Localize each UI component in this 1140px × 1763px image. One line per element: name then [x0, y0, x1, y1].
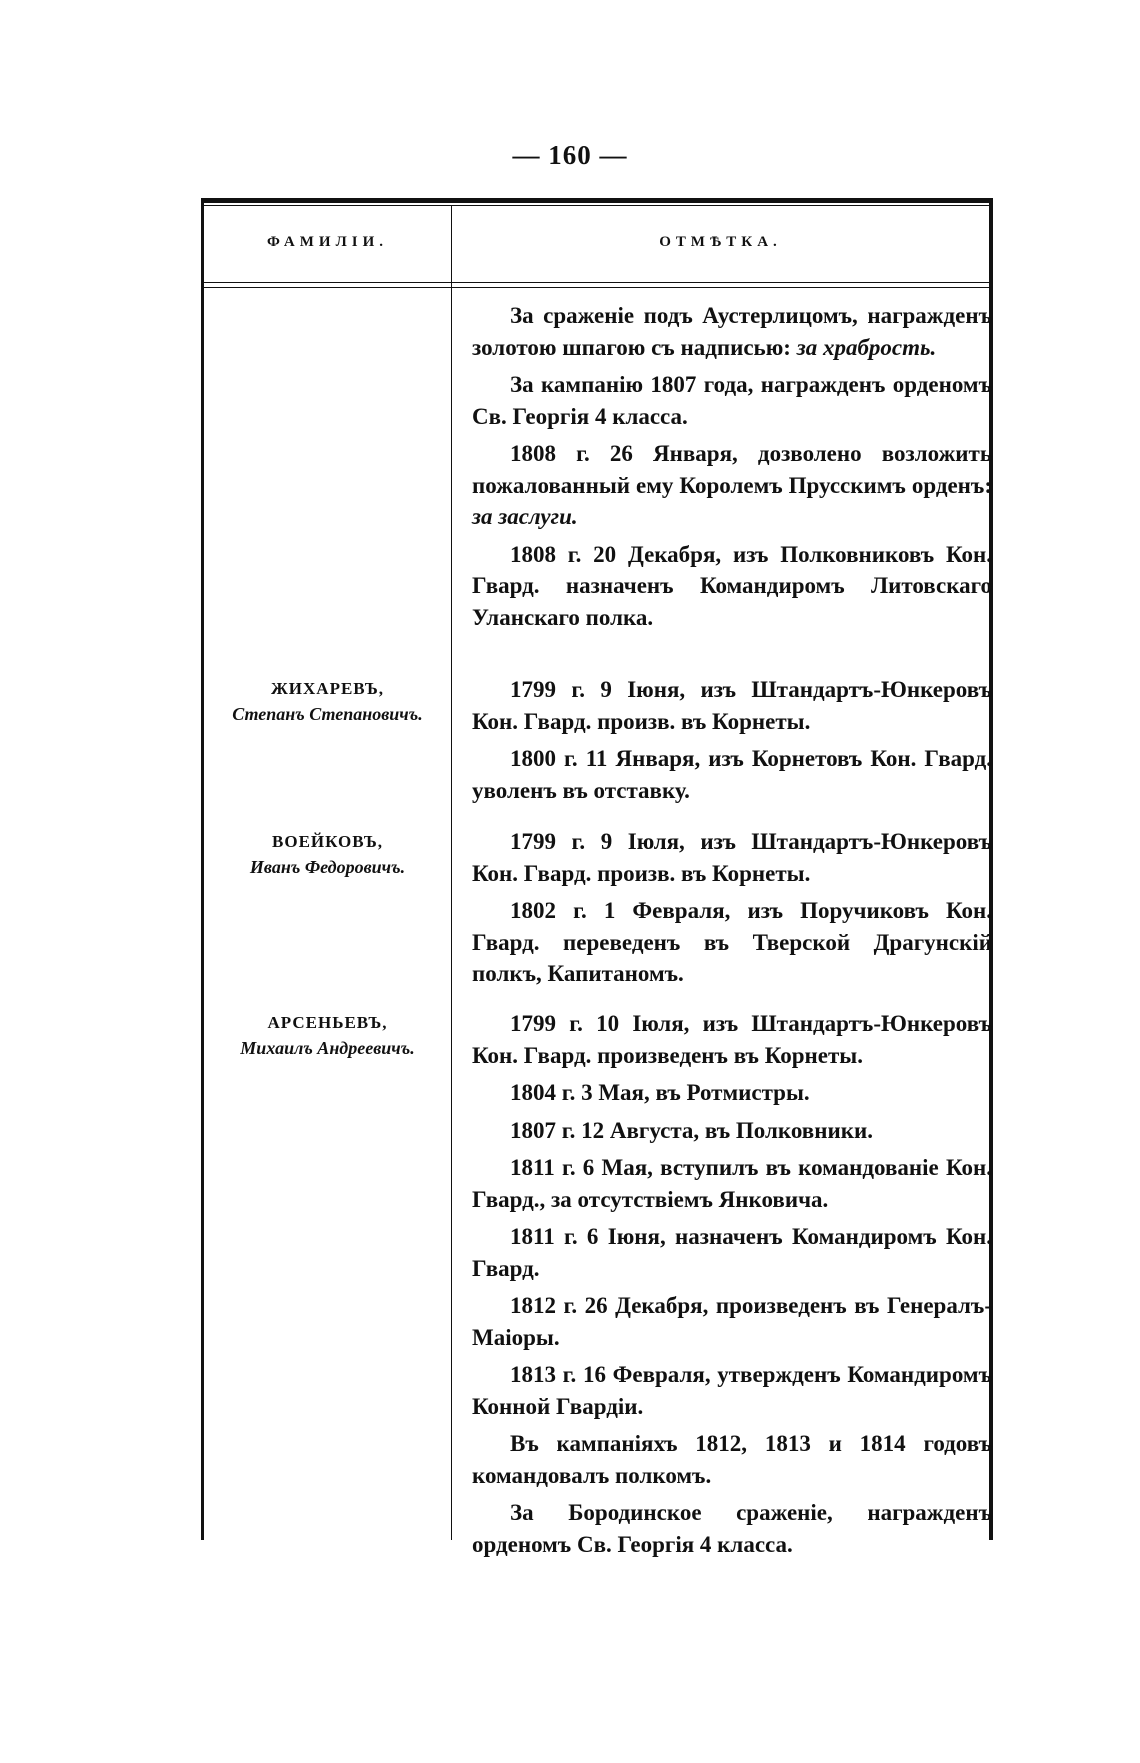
note-paragraph: 1799 г. 9 Іюня, изъ Штандартъ-Юнкеровъ Кон. Гвард. произв. въ Корнеты. — [472, 677, 992, 734]
entry-name-zhikharev — [204, 677, 451, 727]
surname: АРСЕНЬЕВЪ, — [267, 1013, 388, 1032]
note-paragraph: 1813 г. 16 Февраля, утвержденъ Командиромъ Конной Гвардіи. — [472, 1362, 992, 1419]
continuation-notes — [472, 300, 992, 639]
surname: ЖИХАРЕВЪ, — [270, 679, 384, 698]
note-paragraph: 1802 г. 1 Февраля, изъ Поручиковъ Кон. Гвард. переведенъ въ Тверской Драгунскій полкъ, Капитаномъ. — [472, 898, 992, 986]
entry-name-arsenyev — [204, 1011, 451, 1061]
table-column-divider — [451, 206, 452, 1540]
table-top-rule — [201, 198, 993, 203]
header-rule-thin — [201, 287, 993, 288]
note-paragraph: 1799 г. 10 Іюля, изъ Штандартъ-Юнкеровъ Кон. Гвард. произведенъ въ Корнеты. — [472, 1011, 992, 1068]
entry-notes-voeikov — [472, 826, 992, 996]
entry-notes-zhikharev — [472, 674, 992, 812]
table-top-rule-thin — [201, 205, 993, 206]
column-header-notes: ОТМѢТКА. — [659, 234, 782, 250]
note-paragraph: 1807 г. 12 Августа, въ Полковники. — [510, 1117, 873, 1143]
note-paragraph: 1799 г. 9 Іюля, изъ Штандартъ-Юнкеровъ Кон. Гвард. произв. въ Корнеты. — [472, 829, 992, 886]
given-name: Степанъ Степановичъ. — [232, 704, 423, 724]
page-number: — 160 — — [512, 140, 628, 170]
header-rule — [201, 282, 993, 283]
note-paragraph: 1812 г. 26 Декабря, произведенъ въ Генералъ-Маіоры. — [472, 1293, 992, 1350]
note-paragraph: За кампанію 1807 года, награжденъ орденомъ Св. Георгія 4 класса. — [472, 372, 992, 429]
entry-notes-arsenyev — [472, 1008, 992, 1566]
note-paragraph: За Бородинское сраженіе, награжденъ орденомъ Св. Георгія 4 класса. — [472, 1500, 992, 1557]
note-paragraph: 1811 г. 6 Мая, вступилъ въ командованіе Кон. Гвард., за отсутствіемъ Янковича. — [472, 1155, 992, 1212]
note-paragraph: 1808 г. 20 Декабря, изъ Полковниковъ Кон. Гвард. назначенъ Командиромъ Литовскаго Уланскаго полка. — [472, 541, 992, 630]
note-paragraph: 1808 г. 26 Января, дозволено возложить пожалованный ему Королемъ Прусскимъ орденъ: за заслуги. — [472, 441, 992, 529]
note-paragraph: 1811 г. 6 Іюня, назначенъ Командиромъ Кон. Гвард. — [472, 1224, 992, 1281]
column-header-surnames: ФАМИЛІИ. — [266, 234, 389, 250]
note-paragraph: Въ кампаніяхъ 1812, 1813 и 1814 годовъ командовалъ полкомъ. — [472, 1431, 992, 1488]
note-italic: за заслуги. — [472, 504, 578, 529]
note-paragraph: За сраженіе подъ Аустерлицомъ, награжденъ золотою шпагою съ надписью: за храбрость. — [472, 303, 992, 360]
surname: ВОЕЙКОВЪ, — [272, 832, 383, 851]
entry-name-voeikov — [204, 830, 451, 880]
note-italic: за храбрость. — [796, 334, 937, 360]
given-name: Иванъ Федоровичъ. — [249, 857, 406, 877]
given-name: Михаилъ Андреевичъ. — [240, 1038, 415, 1058]
note-paragraph: 1800 г. 11 Января, изъ Корнетовъ Кон. Гвард. уволенъ въ отставку. — [472, 746, 992, 803]
note-paragraph: 1804 г. 3 Мая, въ Ротмистры. — [510, 1080, 810, 1105]
